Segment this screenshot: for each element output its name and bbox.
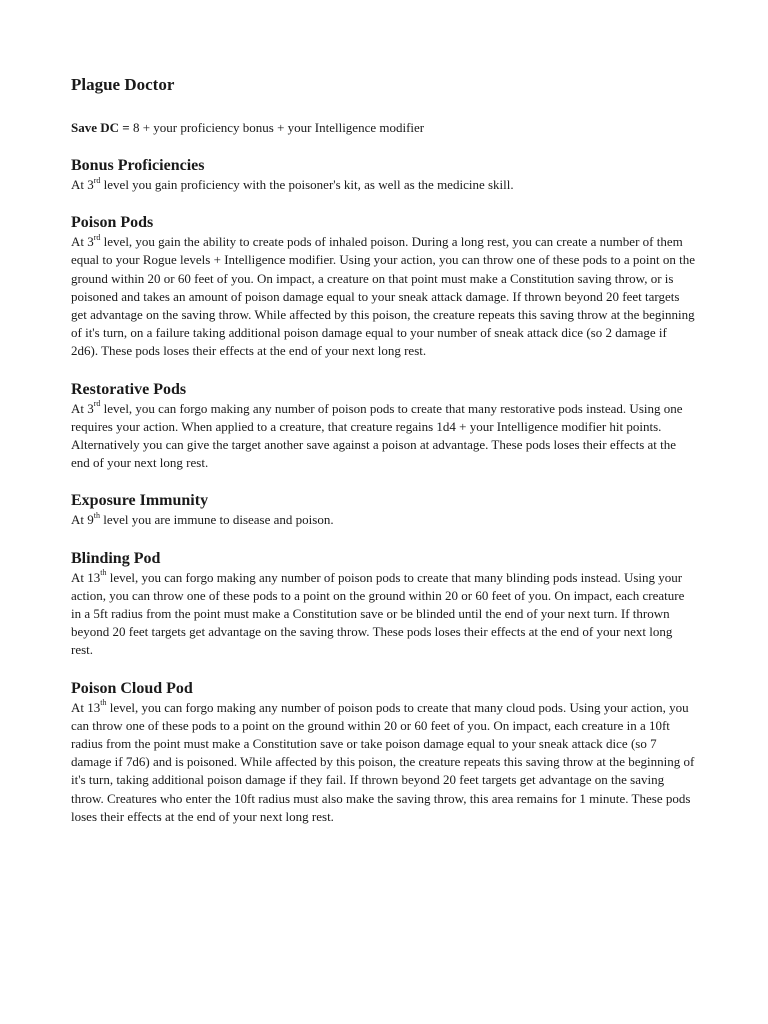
save-dc-line xyxy=(71,119,707,137)
section-body: At 3rd level you gain proficiency with the poisoner's kit, as well as the medicine skill. xyxy=(71,175,514,192)
section-heading: Blinding Pod xyxy=(71,549,161,567)
section-body: At 13th level, you can forgo making any number of poison pods to create that many cloud pods. Using your action, you can throw one of these pods to a point on the ground within 20 or 60 feet of you. On impact, each creature in a 10ft radius from the point must make a Constitution save or take poison damage equal to your sneak attack dice (so 7 damage if 7d6) and is poisoned. While affected by this poison, the creature repeats this saving throw at the beginning of it's turn, taking additional poison damage if they fail. If thrown beyond 20 feet targets get advantage on the saving throw. Creatures who enter the 10ft radius must also make the saving throw, this area remains for 1 minute. These pods loses their effects at the end of your next long rest. xyxy=(71,698,695,824)
section-poison-pods xyxy=(71,214,707,360)
section-heading: Exposure Immunity xyxy=(71,492,209,510)
section-restorative-pods xyxy=(71,381,707,473)
section-bonus-proficiencies xyxy=(71,157,707,194)
section-poison-cloud-pod xyxy=(71,680,707,826)
section-heading: Bonus Proficiencies xyxy=(71,157,205,174)
document-page xyxy=(71,74,707,826)
section-exposure-immunity xyxy=(71,492,707,529)
section-body: At 13th level, you can forgo making any number of poison pods to create that many blinding pods instead. Using your action, you can throw one of these pods to a point on the ground within 20 or 60 feet of you. On impact, each creature in a 5ft radius from the point must make a Constitution save or be blinded until the end of your next turn. If thrown beyond 20 feet targets get advantage on the saving throw. These pods loses their effects at the end of your next long rest. xyxy=(71,568,685,658)
section-heading: Restorative Pods xyxy=(71,380,187,398)
section-body: At 3rd level, you gain the ability to create pods of inhaled poison. During a long rest, you can create a number of them equal to your Rogue levels + Intelligence modifier. Using your action, you can throw one of these pods to a point on the ground within 20 or 60 feet of you. On impact, a creature on that point must make a Constitution saving throw, or is poisoned and takes an amount of poison damage equal to your sneak attack damage. If thrown beyond 20 feet targets get advantage on the saving throw. While affected by this poison, the creature repeats this saving throw at the beginning of it's turn, on a failure taking additional poison damage equal to your number of sneak attack dice (so 2 damage if 2d6). These pods loses their effects at the end of your next long rest. xyxy=(71,232,695,359)
section-body: At 3rd level, you can forgo making any number of poison pods to create that many restorative pods instead. Using one requires your action. When applied to a creature, that creature regains 1d4 + your Intelligence modifier hit points. Alternatively you can give the target another save against a poison at advantage. These pods loses their effects at the end of your next long rest. xyxy=(71,399,683,471)
page-title: Plague Doctor xyxy=(71,75,175,94)
save-dc-label: Save DC = xyxy=(71,120,130,135)
section-blinding-pod xyxy=(71,550,707,660)
section-body: At 9th level you are immune to disease and poison. xyxy=(71,511,334,528)
section-heading: Poison Cloud Pod xyxy=(71,679,193,697)
save-dc-formula: 8 + your proficiency bonus + your Intelligence modifier xyxy=(129,120,425,135)
section-heading: Poison Pods xyxy=(71,214,154,232)
